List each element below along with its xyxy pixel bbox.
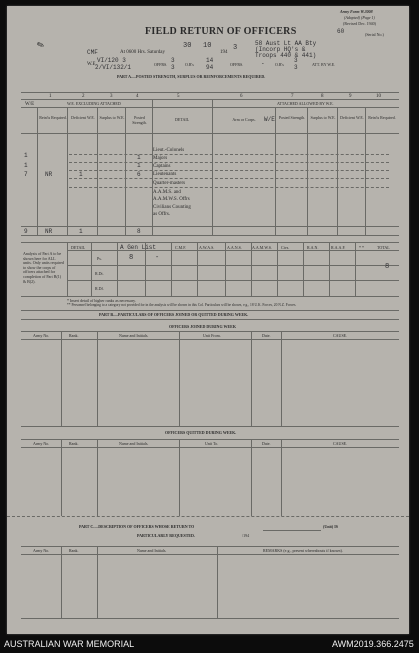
- rank-lieutenants: Lieutenants: [153, 172, 177, 177]
- form-sheet: [7, 6, 409, 634]
- ors2-label: O.R's: [275, 62, 284, 67]
- total-nr: NR: [45, 228, 53, 235]
- at-label: At 0600 Hrs. Saturday: [120, 50, 165, 55]
- col-number-2: 2: [82, 94, 85, 99]
- quitted-col-date: Date.: [262, 441, 271, 446]
- sub-header-deficient: Deficient W.E.: [71, 115, 95, 120]
- col-number-9: 9: [349, 94, 352, 99]
- analysis-col-awas: A.W.A.S.: [199, 245, 215, 250]
- ors2-val2: 3: [294, 64, 298, 71]
- offrs-val2: 3: [171, 64, 175, 71]
- unit-line2: (Incorp HQ's &: [255, 46, 306, 53]
- joined-col-cause: CAUSE.: [333, 333, 348, 338]
- serial-value: 60: [337, 28, 345, 35]
- joined-col-armyno: Army No.: [33, 333, 50, 338]
- ors2-val1: 3: [294, 57, 298, 64]
- total-posted: 8: [137, 228, 141, 235]
- unit-line1: 58 Aust Lt AA Bty: [255, 40, 317, 47]
- page-title: FIELD RETURN OF OFFICERS: [145, 26, 297, 37]
- unit-line3: Troops 440 & 441): [255, 52, 317, 59]
- footer-credit: AUSTRALIAN WAR MEMORIAL: [4, 639, 135, 649]
- analysis-col-aans: A.A.N.S.: [227, 245, 242, 250]
- rank-lieut-colonels: Lieut.-Colonels: [153, 148, 185, 153]
- rank-captains: Captains: [153, 164, 171, 169]
- ors-val2: 94: [206, 64, 214, 71]
- we-excluding-header: W.E. EXCLUDING ATTACHED: [67, 101, 121, 106]
- analysis-col-ran: R.A.N.: [307, 245, 319, 250]
- offrs-val1: 3: [171, 57, 175, 64]
- rank-majors: Majors: [153, 156, 168, 161]
- rank-aams: A.A.M.S. and: [153, 190, 181, 195]
- sub-header-posted: Posted Strength.: [132, 115, 147, 125]
- col-number-3: 3: [110, 94, 113, 99]
- sub-header-surplus: Surplus to W.E.: [99, 115, 125, 120]
- sub-header-reints: Rein'ts Required.: [39, 115, 67, 120]
- rank-aamws: A.A.M.W.S. Offrs: [153, 197, 190, 202]
- joined-col-date: Date.: [262, 333, 271, 338]
- part-c-col-armyno: Army No.: [33, 548, 50, 553]
- date-day: 30: [183, 42, 192, 50]
- analysis-row-ps: Ps.: [97, 256, 102, 261]
- quitted-col-name: Name and Initials.: [119, 441, 149, 446]
- we-value2: 2/VI/132/1: [95, 64, 132, 71]
- we-value1: VI/120 3: [97, 57, 126, 64]
- col-number-10: 10: [376, 94, 381, 99]
- posted-value-1: 1: [137, 154, 141, 161]
- footer-bar: [0, 636, 419, 653]
- analysis-col-civs: Civs.: [281, 245, 290, 250]
- sub-header-posted-att: Posted Strength.: [278, 115, 306, 120]
- margin-value-1: 1: [24, 152, 28, 159]
- sub-header-deficient-att: Deficient W.E.: [340, 115, 364, 120]
- posted-value-3: 6: [137, 171, 141, 178]
- part-c-title-line2: PARTICULARLY REQUESTED.: [137, 533, 195, 538]
- margin-value-2: 1: [24, 162, 28, 169]
- analysis-note: Analysis of Part A to be shown here for ALL units. Only units required to show the corps of officers attached for completion of Part B(1) & B(2).: [23, 251, 64, 284]
- offrs2-label: OFFRS.: [230, 62, 244, 67]
- form-id-line1: Army Form W.3008: [340, 9, 373, 14]
- ors-val1: 14: [206, 57, 214, 64]
- year-digit: 3: [233, 44, 238, 52]
- col-number-4: 4: [136, 94, 139, 99]
- part-c-date: /194: [242, 533, 250, 538]
- analysis-total-value: 8: [385, 263, 390, 271]
- attached-header: ATTACHED ALLOWED BY W.E.: [277, 101, 334, 106]
- we-mark-header: W/E: [25, 102, 35, 107]
- posted-value-2: 1: [137, 162, 141, 169]
- part-c-col-rank: Rank.: [69, 548, 79, 553]
- analysis-col-agenlist: A Gen List: [120, 244, 157, 251]
- cmf-label: CMF: [87, 49, 98, 56]
- analysis-row-rdf: R.Df.: [95, 286, 104, 291]
- we-mark-attached: W/E: [264, 116, 275, 123]
- quitted-title: OFFICERS QUITTED DURING WEEK.: [165, 430, 237, 435]
- analysis-ps-value: 8: [129, 254, 134, 262]
- analysis-col-other: * *: [359, 245, 364, 250]
- sub-header-arm: Arm or Corps.: [232, 117, 256, 122]
- part-c-unit-is: (Unit) IS: [323, 524, 339, 529]
- part-b-title: PART B.—PARTICULARS OF OFFICERS JOINED OR QUITTED DURING WEEK.: [99, 312, 249, 317]
- att-label: ATT. BY W.E.: [312, 62, 336, 67]
- sub-header-surplus-att: Surplus to W.E.: [310, 115, 336, 120]
- ors-label: O.R's: [185, 62, 194, 67]
- total-we: 9: [24, 228, 28, 235]
- analysis-col-raaf: R.A.A.F.: [331, 245, 346, 250]
- year-prefix: 194: [220, 50, 228, 55]
- footnote-2: ** Personnel belonging to a category not provided for in the analysis will be shown in this Col. Particulars will be shown, e.g., 18 U.K. Forces, 20 N.Z. Forces.: [67, 303, 297, 307]
- quitted-col-unit: Unit To.: [205, 441, 219, 446]
- col-number-5: 5: [177, 94, 180, 99]
- serial-label: (Serial No.): [365, 32, 384, 37]
- quitted-col-cause: CAUSE.: [333, 441, 348, 446]
- rank-civilians: Civilians Counting: [153, 205, 191, 210]
- part-c-title-line1: PART C.—DESCRIPTION OF OFFICERS WHOSE RETURN TO: [79, 524, 195, 529]
- offrs-label: OFFRS.: [154, 62, 168, 67]
- form-id-line2: (Adapted) (Page 1): [344, 15, 375, 20]
- rank-as-offrs: as Offrs.: [153, 212, 171, 217]
- analysis-ps-value2: -: [155, 254, 160, 262]
- nr-value: NR: [45, 171, 53, 178]
- part-a-title: PART A.—POSTED STRENGTH, SURPLUS OR REINFORCEMENTS REQUIRED.: [117, 74, 266, 79]
- footnote-1: * Insert detail of higher ranks as necessary.: [67, 298, 136, 303]
- joined-col-name: Name and Initials.: [119, 333, 149, 338]
- total-deficient: 1: [79, 228, 83, 235]
- form-id-line3: (Revised Dec. 1940): [343, 21, 376, 26]
- stamp-mark: ✎: [35, 39, 46, 52]
- col-number-7: 7: [291, 94, 294, 99]
- date-month: 10: [203, 42, 212, 50]
- rank-quarter-masters: Quarter-masters: [153, 181, 186, 186]
- analysis-col-cmf: C.M.F.: [175, 245, 187, 250]
- analysis-col-aamws: A.A.M.W.S.: [252, 245, 272, 250]
- detail-header: DETAIL: [175, 117, 190, 122]
- offrs2-value: -: [261, 60, 265, 67]
- footer-accession: AWM2019.366.2475: [332, 639, 414, 649]
- part-c-col-remarks: REMARKS (e.g., present whereabouts if known).: [263, 548, 343, 553]
- col-number-8: 8: [321, 94, 324, 99]
- col-number-6: 6: [240, 94, 243, 99]
- quitted-col-rank: Rank.: [69, 441, 79, 446]
- analysis-row-rdt: R.Dt.: [95, 271, 104, 276]
- joined-col-unit: Unit From.: [203, 333, 221, 338]
- margin-value-3: 7: [24, 171, 28, 178]
- col-number-1: 1: [49, 94, 52, 99]
- analysis-detail-label: DETAIL: [71, 245, 86, 250]
- analysis-col-total: TOTAL: [377, 245, 390, 250]
- deficient-value: 1: [79, 171, 83, 178]
- joined-title: OFFICERS JOINED DURING WEEK: [169, 324, 236, 329]
- we-label: W.E.: [87, 62, 97, 67]
- quitted-col-armyno: Army No.: [33, 441, 50, 446]
- part-c-col-name: Name and Initials.: [137, 548, 167, 553]
- sub-header-reints-att: Rein'ts Required.: [368, 115, 396, 120]
- joined-col-rank: Rank.: [69, 333, 79, 338]
